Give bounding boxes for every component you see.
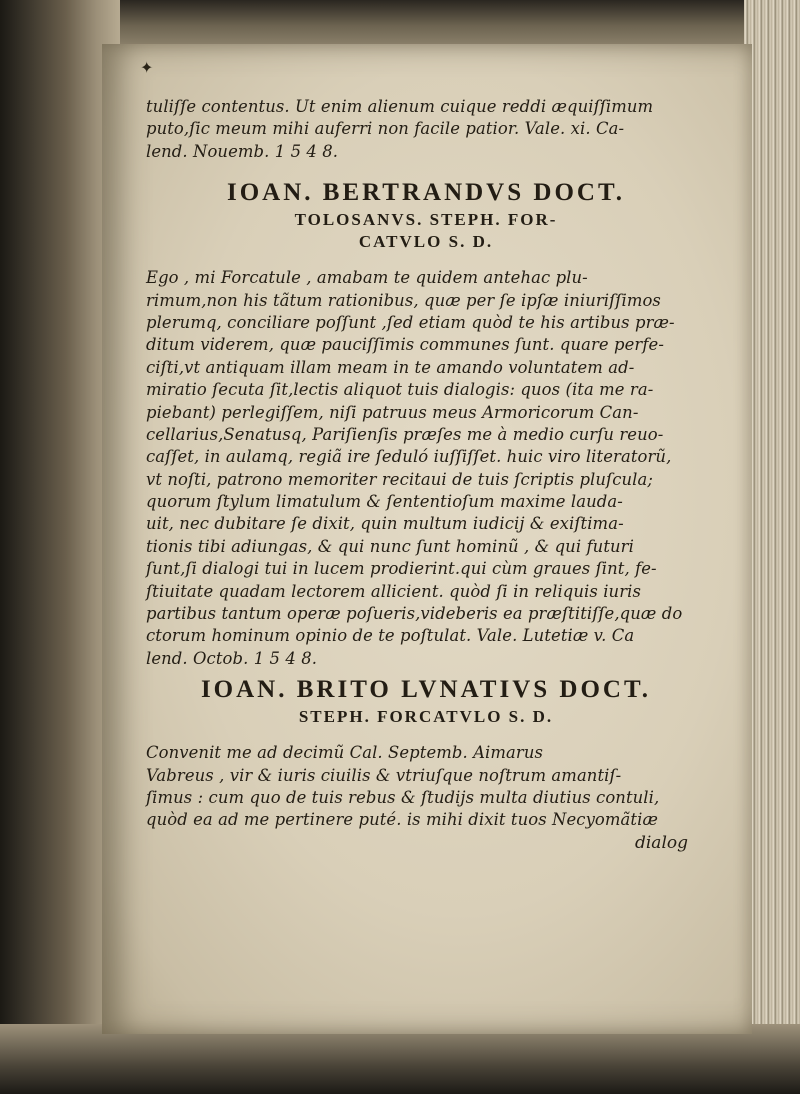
text-line: caſſet, in aulamq, regiã ire ſeduló iuſſiſſet. huic viro literatorũ,: [146, 447, 672, 467]
continued-letter-block: [146, 96, 706, 163]
text-line: tuliſſe contentus. Ut enim alienum cuique reddi æquiſſimum: [146, 97, 654, 116]
letter-lunatius: [146, 674, 706, 854]
text-line: miratio ſecuta ſit,lectis aliquot tuis dialogis: quos (ita me ra-: [146, 380, 654, 400]
text-line: vt noſti, patrono memoriter recitaui de tuis ſcriptis pluſcula;: [146, 469, 653, 489]
text-line: uit, nec dubitare ſe dixit, quin multum iudicij & exiſtima-: [146, 514, 624, 534]
text-line: Vabreus , vir & iuris ciuilis & vtriuſque noſtrum amantiſ-: [146, 765, 622, 785]
text-line: piebant) perlegiſſem, niſi patruus meus Armoricorum Can-: [146, 402, 639, 422]
bottom-page-edge: [0, 1024, 800, 1094]
text-line: ſimus : cum quo de tuis rebus & ſtudijs multa diutius contuli,: [146, 787, 660, 807]
page-stack-edge: [744, 0, 800, 1094]
text-line: lend. Nouemb. 1 5 4 8.: [146, 141, 339, 161]
letter-subheading: TOLOSANVS. STEPH. FOR-: [294, 210, 558, 230]
text-line: ſunt,ſi dialogi tui in lucem prodierint.qui cùm graues ſint, fe-: [146, 559, 657, 579]
text-line: Convenit me ad decimũ Cal. Septemb. Aimarus: [146, 743, 544, 763]
text-line: tionis tibi adiungas, & qui nunc ſunt hominũ , & qui futuri: [146, 536, 634, 556]
letter-bertrandus: [146, 177, 706, 670]
letter-heading: IOAN. BERTRANDVS DOCT.: [226, 179, 626, 207]
catchword: dialog: [634, 832, 688, 853]
letter-subheading: CATVLO S. D.: [358, 232, 494, 252]
page-text: [146, 96, 706, 854]
letter-subheading: STEPH. FORCATVLO S. D.: [298, 707, 554, 727]
text-line: plerumq, conciliare poſſunt ,ſed etiam quòd te his artibus præ-: [146, 312, 675, 332]
text-line: partibus tantum operæ poſueris,videberis ea præſtitiſſe,quæ do: [146, 604, 683, 624]
text-line: quorum ſtylum limatulum & ſententioſum maxime lauda-: [146, 492, 623, 512]
text-line: ctorum hominum opinio de te poſtulat. Vale. Lutetiæ v. Ca: [146, 626, 635, 646]
text-line: cellarius,Senatusq, Pariſienſis præſes me à medio curſu reuo-: [146, 424, 664, 444]
text-line: Ego , mi Forcatule , amabam te quidem antehac plu-: [146, 268, 588, 288]
page-marker-glyph: ✦: [140, 58, 154, 77]
text-line: ciſti,vt antiquam illam meam in te amando voluntatem ad-: [146, 357, 635, 377]
text-line: lend. Octob. 1 5 4 8.: [146, 648, 318, 668]
letter-heading: IOAN. BRITO LVNATIVS DOCT.: [200, 676, 652, 704]
text-line: ſtiuitate quadam lectorem allicient. quòd ſi in reliquis iuris: [146, 581, 641, 601]
text-line: ditum viderem, quæ pauciſſimis communes ſunt. quare perfe-: [146, 335, 664, 355]
text-line: rimum,non his tãtum rationibus, quæ per ſe ipſæ iniuriſſimos: [146, 290, 661, 310]
text-line: puto,ſic meum mihi auferri non facile patior. Vale. xi. Ca-: [146, 119, 625, 139]
text-line: quòd ea ad me pertinere puté. is mihi dixit tuos Necyomãtiæ: [146, 810, 658, 830]
